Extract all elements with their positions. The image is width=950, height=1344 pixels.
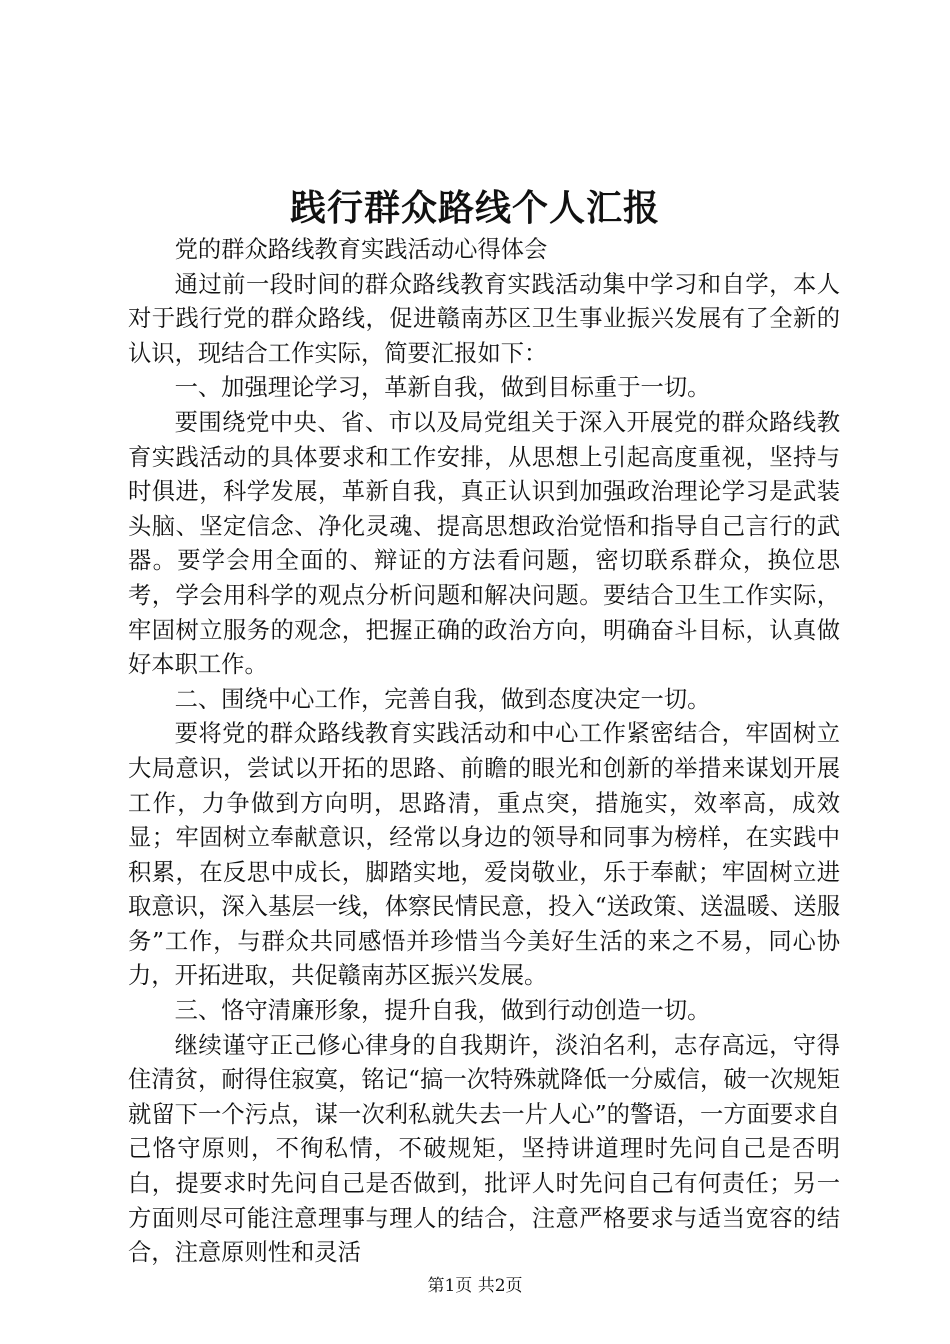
- paragraph-section-3: 继续谨守正己修心律身的自我期许，淡泊名利，志存高远，守得住清贫，耐得住寂寞，铭记“搞一次特殊就降低一分威信，破一次规矩就留下一个污点，谋一次利私就失去一片人心”的警语，一方面要求自己恪守原则，不徇私情，不破规矩，坚持讲道理时先问自己是否明白，提要求时先问自己是否做到，批评人时先问自己有何责任；另一方面则尽可能注意理事与理人的结合，注意严格要求与适当宽容的结合，注意原则性和灵活: [128, 1031, 840, 1267]
- document-body: [128, 233, 840, 1271]
- section-heading-1: 一、加强理论学习，革新自我，做到目标重于一切。: [174, 374, 711, 402]
- paragraph-subtitle: 党的群众路线教育实践活动心得体会: [174, 236, 548, 263]
- section-heading-3: 三、恪守清廉形象，提升自我，做到行动创造一切。: [174, 997, 711, 1025]
- paragraph-intro: 通过前一段时间的群众路线教育实践活动集中学习和自学，本人对于践行党的群众路线，促进赣南苏区卫生事业振兴发展有了全新的认识，现结合工作实际，简要汇报如下：: [128, 270, 840, 367]
- paragraph-section-1: 要围绕党中央、省、市以及局党组关于深入开展党的群众路线教育实践活动的具体要求和工作安排，从思想上引起高度重视，坚持与时俱进，科学发展，革新自我，真正认识到加强政治理论学习是武装头脑、坚定信念、净化灵魂、提高思想政治觉悟和指导自己言行的武器。要学会用全面的、辩证的方法看问题，密切联系群众，换位思考，学会用科学的观点分析问题和解决问题。要结合卫生工作实际，牢固树立服务的观念，把握正确的政治方向，明确奋斗目标，认真做好本职工作。: [128, 408, 840, 679]
- section-heading-2: 二、围绕中心工作，完善自我，做到态度决定一切。: [174, 685, 711, 713]
- document-title: 践行群众路线个人汇报: [289, 187, 660, 229]
- paragraph-section-2: 要将党的群众路线教育实践活动和中心工作紧密结合，牢固树立大局意识，尝试以开拓的思路、前瞻的眼光和创新的举措来谋划开展工作，力争做到方向明，思路清，重点突，措施实，效率高，成效显；牢固树立奉献意识，经常以身边的领导和同事为榜样，在实践中积累，在反思中成长，脚踏实地，爱岗敬业，乐于奉献；牢固树立进取意识，深入基层一线，体察民情民意，投入“送政策、送温暖、送服务”工作，与群众共同感悟并珍惜当今美好生活的来之不易，同心协力，开拓进取，共促赣南苏区振兴发展。: [128, 720, 840, 990]
- page-footer: 第1页 共2页: [427, 1276, 523, 1296]
